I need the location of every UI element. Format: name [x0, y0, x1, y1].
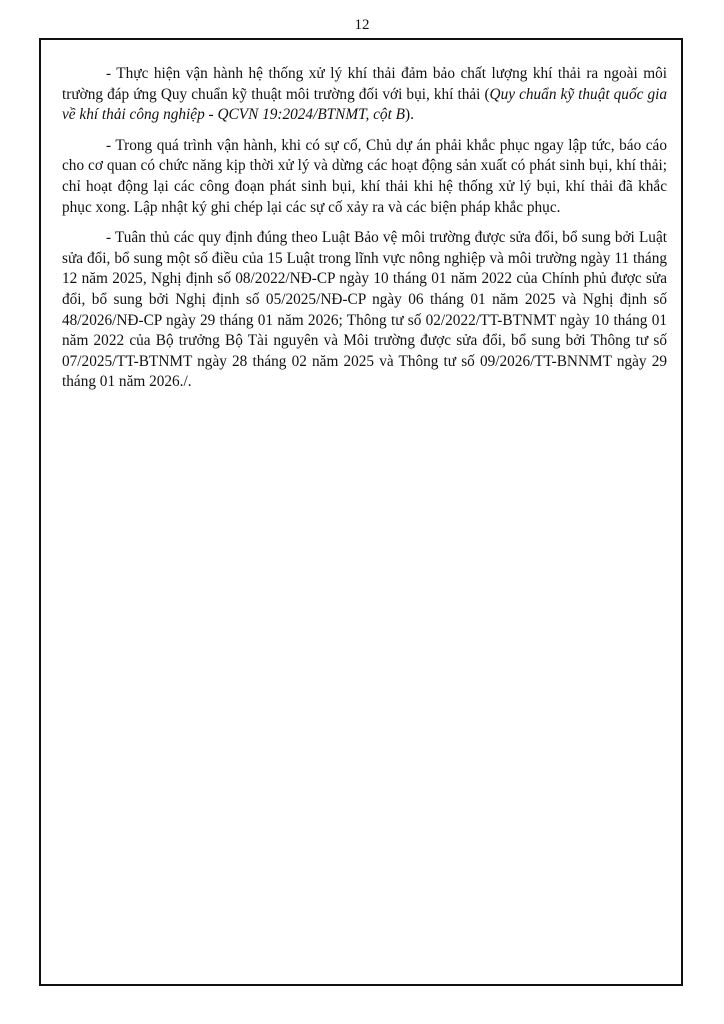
paragraph-text: - Thực hiện vận hành hệ thống xử lý khí thải đảm bảo chất lượng khí thải ra ngoài môi trường đáp ứng Quy chuẩn kỹ thuật môi trường đối với bụi, khí thải ( [62, 65, 667, 103]
paragraph-text-end: ). [405, 106, 414, 124]
paragraph-legal-compliance: - Tuân thủ các quy định đúng theo Luật Bảo vệ môi trường được sửa đổi, bổ sung bởi Luật sửa đổi, bổ sung một số điều của 15 Luật trong lĩnh vực nông nghiệp và môi trường ngày 11 tháng 12 năm 2025, Nghị định số 08/2022/NĐ-CP ngày 10 tháng 01 năm 2022 của Chính phủ được sửa đổi, bổ sung bởi Nghị định số 05/2025/NĐ-CP ngày 06 tháng 01 năm 2025 và Nghị định số 48/2026/NĐ-CP ngày 29 tháng 01 năm 2026; Thông tư số 02/2022/TT-BTNMT ngày 10 tháng 01 năm 2022 của Bộ trưởng Bộ Tài nguyên và Môi trường được sửa đổi, bổ sung bởi Thông tư số 07/2025/TT-BTNMT ngày 28 tháng 02 năm 2025 và Thông tư số 09/2026/TT-BNNMT ngày 29 tháng 01 năm 2026./. [62, 229, 667, 391]
paragraph-incident-handling: - Trong quá trình vận hành, khi có sự cố, Chủ dự án phải khắc phục ngay lập tức, báo cáo cho cơ quan có chức năng kịp thời xử lý và dừng các hoạt động sản xuất có phát sinh bụi, khí thải; chỉ hoạt động lại các công đoạn phát sinh bụi, khí thải khi hệ thống xử lý bụi, khí thải đã khắc phục xong. Lập nhật ký ghi chép lại các sự cố xảy ra và các biện pháp khắc phục. [62, 136, 667, 216]
regulation-reference: Quy chuẩn kỹ thuật quốc gia về khí thải công nghiệp - QCVN 19:2024/BTNMT, cột B [62, 85, 668, 124]
document-body [62, 64, 667, 403]
paragraph-emission-compliance [62, 64, 667, 126]
page-number: 12 [354, 17, 370, 33]
